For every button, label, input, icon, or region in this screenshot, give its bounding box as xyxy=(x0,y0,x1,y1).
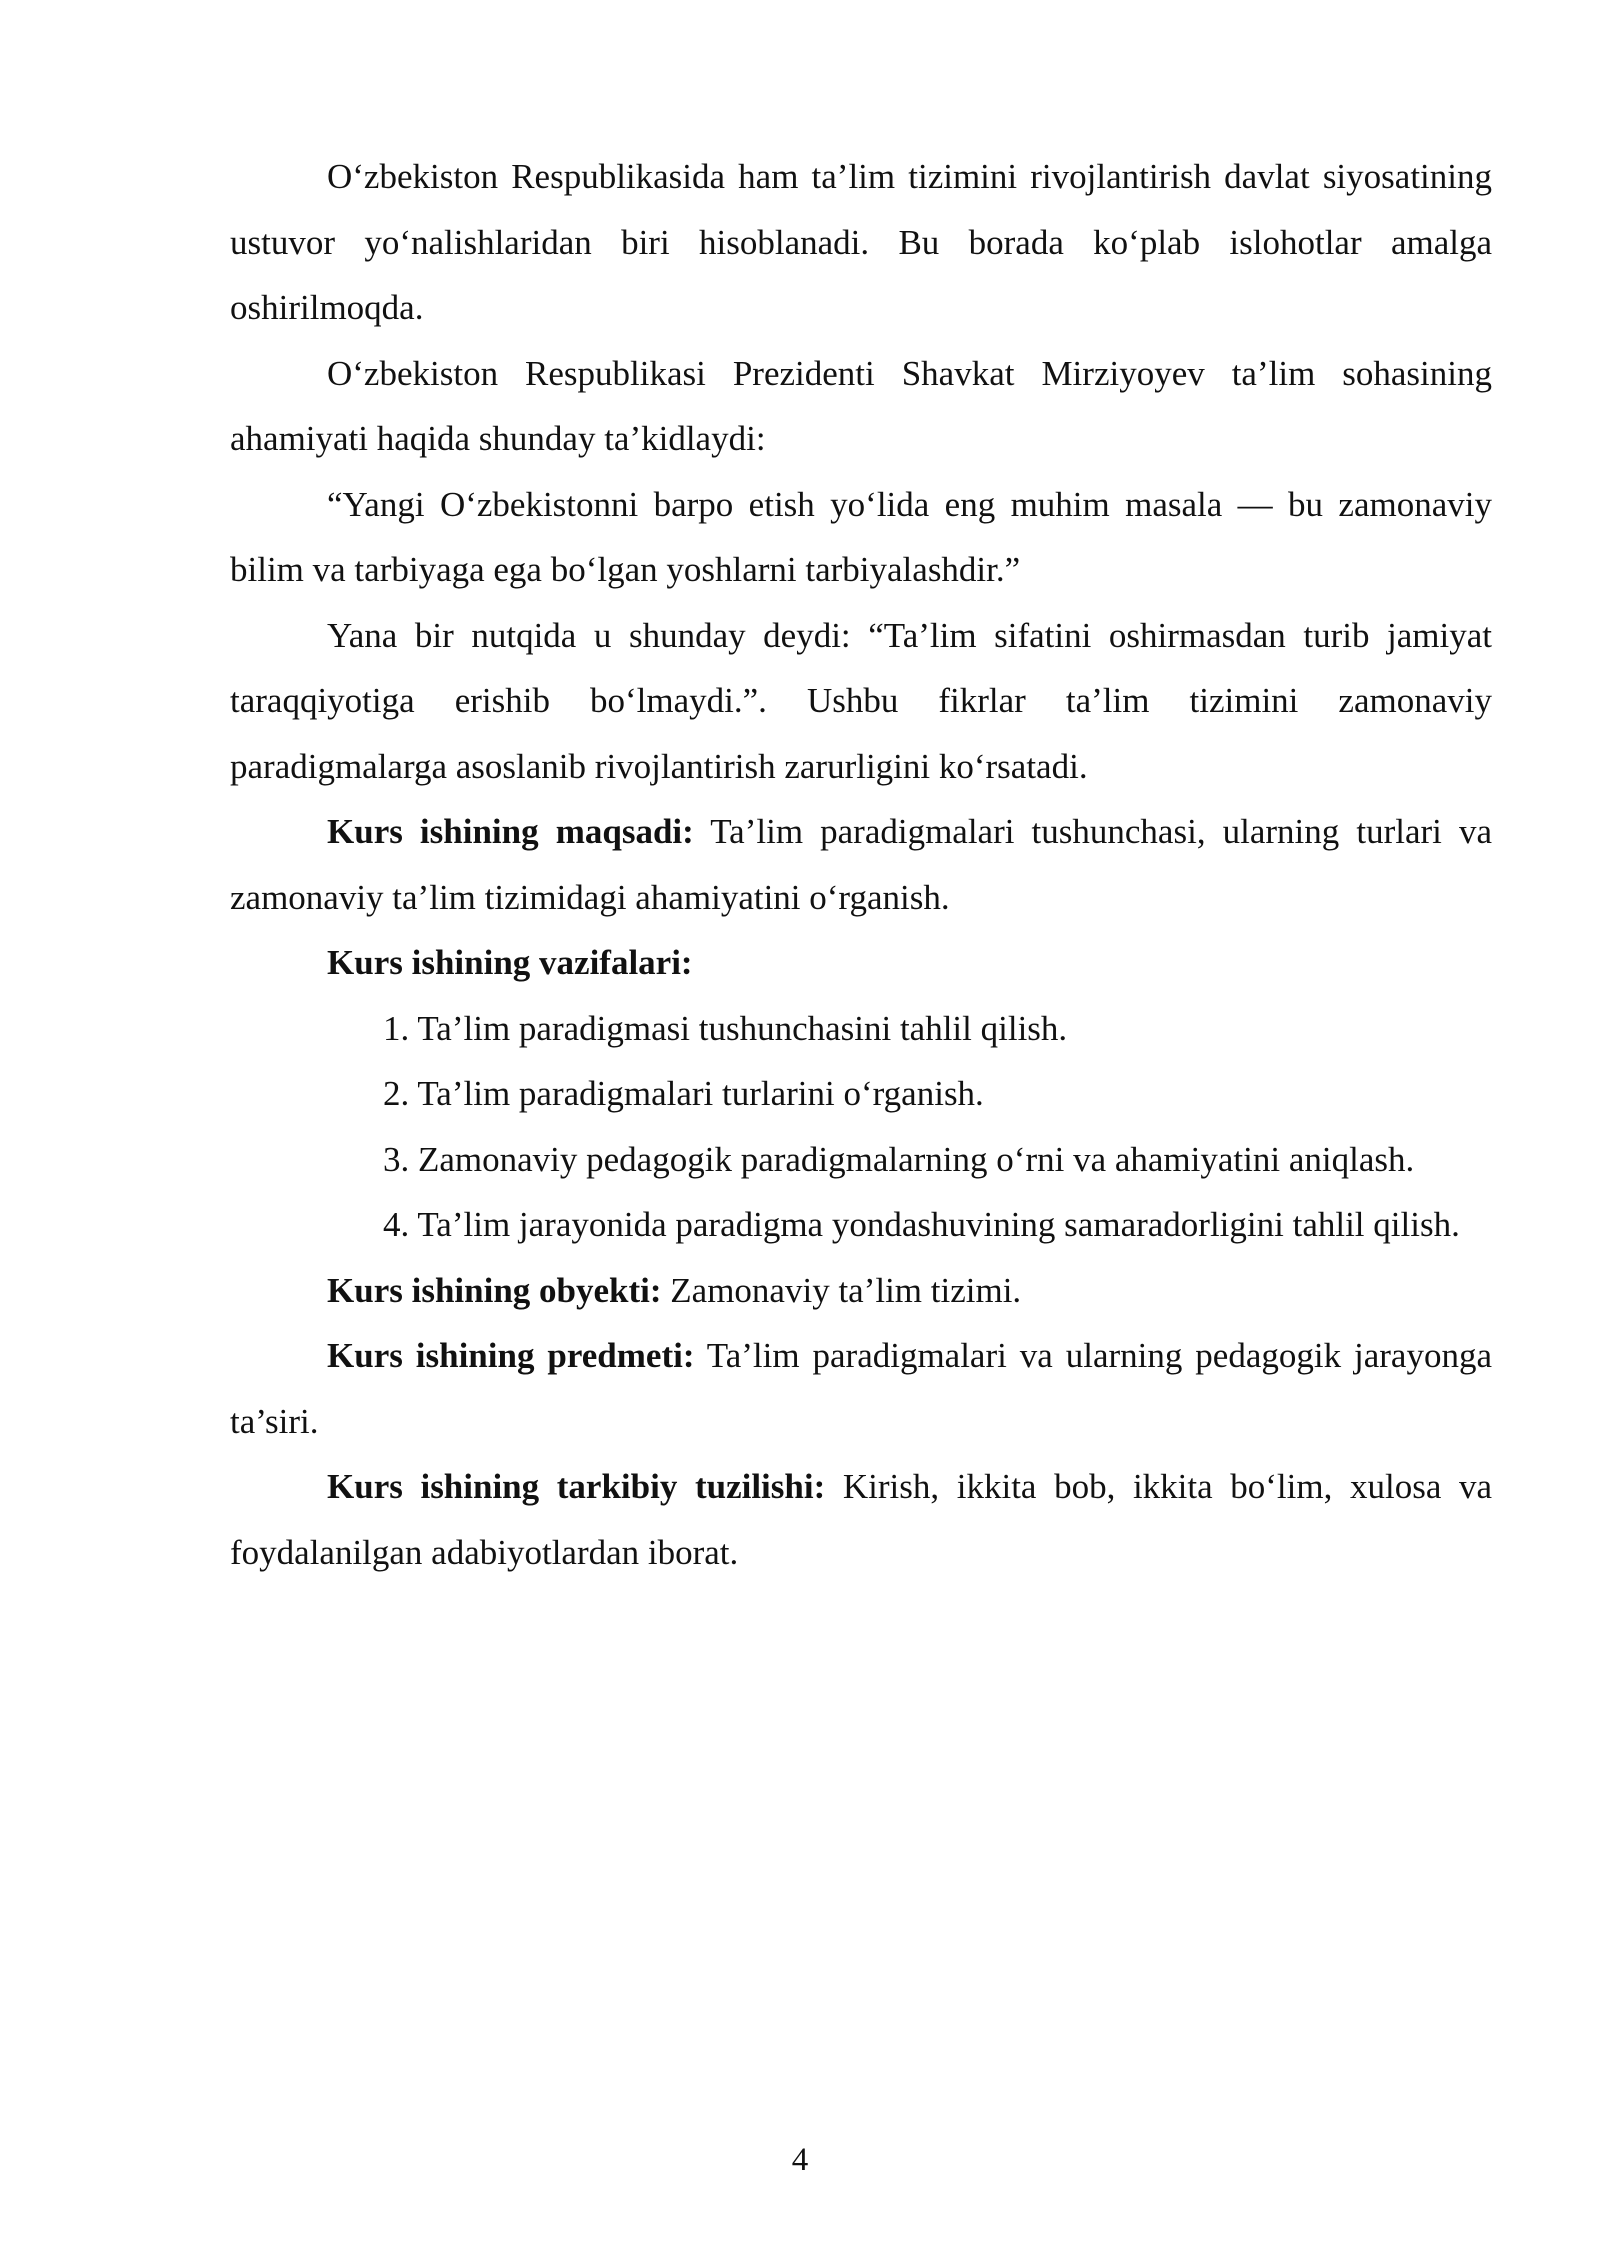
quote-paragraph: “Yangi O‘zbekistonni barpo etish yo‘lida eng muhim masala — bu zamonaviy bilim va tarbiyaga ega bo‘lgan yoshlarni tarbiyalashdir.” xyxy=(230,484,1492,589)
task-item-3: 3. Zamonaviy pedagogik paradigmalarning o‘rni va ahamiyatini aniqlash. xyxy=(383,1139,1415,1179)
subject-paragraph xyxy=(230,1323,1492,1454)
speech-paragraph: Yana bir nutqida u shunday deydi: “Ta’lim sifatini oshirmasdan turib jamiyat taraqqiyotiga erishib bo‘lmaydi.”. Ushbu fikrlar ta’lim tizimini zamonaviy paradigmalarga asoslanib rivojlantirish zarurligini ko‘rsatadi. xyxy=(230,615,1492,786)
object-text: Zamonaviy ta’lim tizimi. xyxy=(661,1270,1022,1310)
goal-text: Ta’lim paradigmalari tushunchasi, ularning turlari va zamonaviy ta’lim tizimidagi ahamiyatini o‘rganish. xyxy=(230,812,1492,917)
object-paragraph xyxy=(230,1258,1492,1324)
intro-paragraph: O‘zbekiston Respublikasida ham ta’lim tizimini rivojlantirish davlat siyosatining ustuvor yo‘nalishlaridan biri hisoblanadi. Bu borada ko‘plab islohotlar amalga oshirilmoqda. xyxy=(230,157,1492,327)
task-item-2: 2. Ta’lim paradigmalari turlarini o‘rganish. xyxy=(383,1074,984,1113)
structure-text: Kirish, ikkita bob, ikkita bo‘lim, xulosa va foydalanilgan adabiyotlardan iborat. xyxy=(230,1467,1493,1572)
task-item-4: 4. Ta’lim jarayonida paradigma yondashuvining samaradorligini tahlil qilish. xyxy=(383,1205,1460,1244)
president-paragraph: O‘zbekiston Respublikasi Prezidenti Shavkat Mirziyoyev ta’lim sohasining ahamiyati haqida shunday ta’kidlaydi: xyxy=(230,353,1492,458)
subject-label: Kurs ishining predmeti: xyxy=(327,1336,695,1375)
subject-text: Ta’lim paradigmalari va ularning pedagogik jarayonga ta’siri. xyxy=(230,1336,1492,1441)
page-number: 4 xyxy=(791,2142,809,2178)
tasks-label: Kurs ishining vazifalari: xyxy=(327,943,693,982)
goal-label: Kurs ishining maqsadi: xyxy=(327,812,694,851)
goal-paragraph xyxy=(230,799,1492,930)
structure-paragraph xyxy=(230,1454,1492,1585)
document-body xyxy=(230,144,1492,1585)
object-label: Kurs ishining obyekti: xyxy=(327,1270,662,1310)
task-item-1: 1. Ta’lim paradigmasi tushunchasini tahlil qilish. xyxy=(383,1008,1068,1048)
structure-label: Kurs ishining tarkibiy tuzilishi: xyxy=(327,1467,826,1506)
tasks-heading xyxy=(230,930,1492,996)
